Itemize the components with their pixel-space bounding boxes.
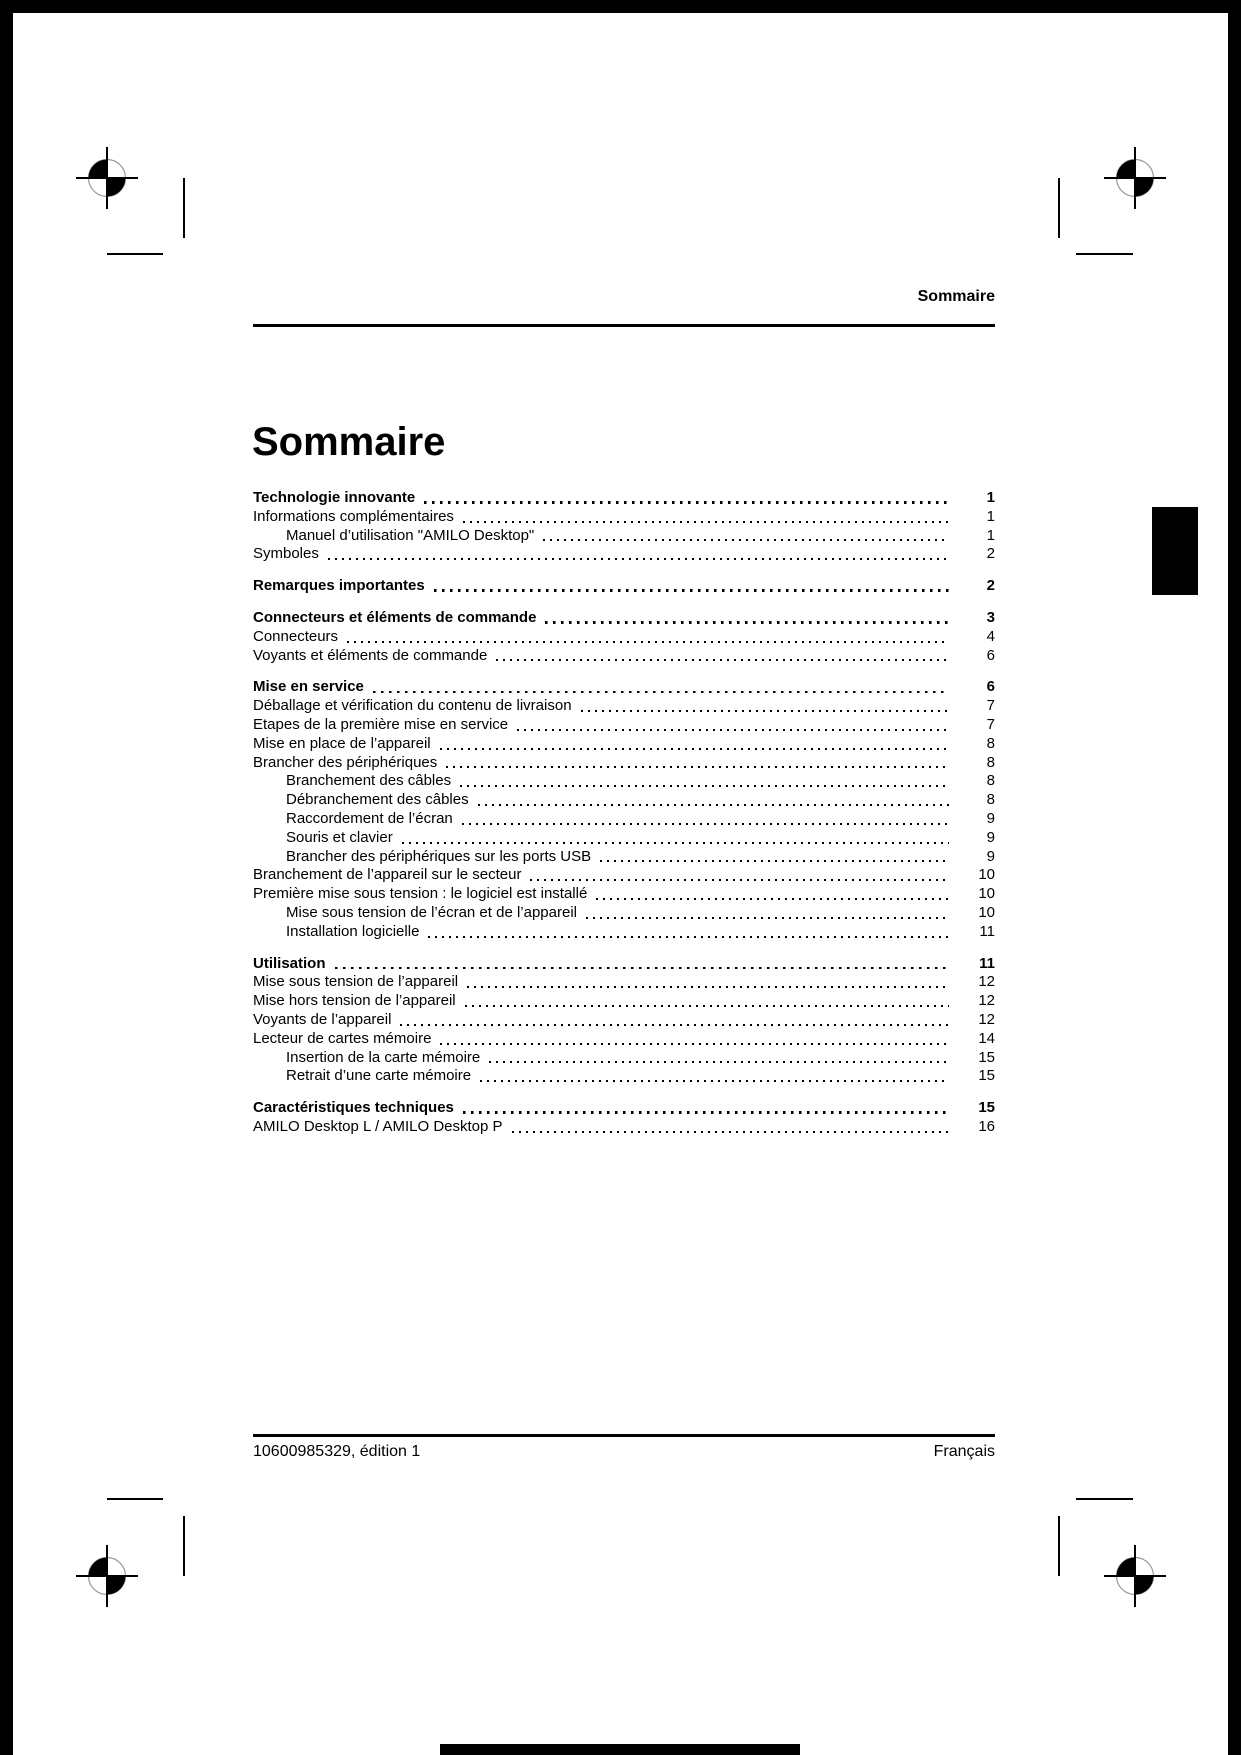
toc-page-number: 2 — [986, 577, 995, 595]
toc-leader-dots — [545, 621, 949, 624]
toc-page-number: 10 — [978, 885, 995, 903]
toc-entry-label: Insertion de la carte mémoire — [286, 1048, 481, 1066]
toc-page-number: 12 — [978, 992, 995, 1010]
crop-tick — [107, 1498, 163, 1500]
toc-page-number: 8 — [986, 791, 995, 809]
toc-entry — [253, 829, 995, 848]
toc-leader-dots — [465, 1005, 949, 1007]
toc-page-number: 2 — [986, 545, 995, 563]
toc-leader-dots — [480, 1080, 949, 1082]
toc-page-number: 9 — [986, 847, 995, 865]
toc-leader-dots — [581, 710, 949, 712]
footer-rule — [253, 1434, 995, 1437]
toc-leader-dots — [335, 967, 949, 970]
toc-leader-dots — [373, 691, 949, 694]
toc-leader-dots — [347, 641, 949, 643]
toc-entry — [253, 577, 995, 596]
crop-border-left — [0, 0, 13, 1755]
footer-language: Français — [933, 1443, 995, 1460]
page-title: Sommaire — [252, 420, 446, 464]
toc-leader-dots — [328, 558, 949, 560]
registration-mark-icon — [57, 1526, 157, 1626]
toc-entry — [253, 992, 995, 1011]
toc-entry-label: Technologie innovante — [253, 489, 416, 506]
toc-entry — [253, 489, 995, 508]
toc-entry-label: Souris et clavier — [286, 828, 393, 846]
toc-page-number: 15 — [978, 1048, 995, 1066]
toc-entry-label: AMILO Desktop L / AMILO Desktop P — [253, 1117, 503, 1135]
toc-page-number: 15 — [978, 1099, 995, 1117]
toc-page-number: 4 — [986, 627, 995, 645]
toc-entry-label: Manuel d’utilisation "AMILO Desktop" — [286, 526, 535, 544]
toc-entry-label: Caractéristiques techniques — [253, 1099, 454, 1117]
toc-entry — [253, 848, 995, 867]
toc-entry-label: Raccordement de l’écran — [286, 809, 453, 827]
toc-entry — [253, 973, 995, 992]
toc-leader-dots — [440, 1043, 949, 1045]
toc-entry — [253, 545, 995, 564]
crop-tick — [1076, 253, 1133, 255]
registration-mark-icon — [1085, 1526, 1185, 1626]
toc-entry — [253, 716, 995, 735]
header-rule — [253, 324, 995, 327]
toc-entry — [253, 697, 995, 716]
toc-leader-dots — [400, 1024, 949, 1026]
toc-entry-label: Informations complémentaires — [253, 507, 454, 525]
crop-tick — [107, 253, 163, 255]
toc-entry — [253, 508, 995, 527]
toc-page-number: 12 — [978, 1010, 995, 1028]
toc-page-number: 11 — [979, 954, 995, 972]
toc-page-number: 15 — [978, 1067, 995, 1085]
toc-leader-dots — [440, 748, 949, 750]
crop-tick — [1058, 178, 1060, 238]
toc-page-number: 10 — [978, 866, 995, 884]
toc-leader-dots — [446, 766, 949, 768]
toc-entry — [253, 810, 995, 829]
toc-page-number: 7 — [986, 715, 995, 733]
toc-entry — [253, 1067, 995, 1086]
toc-page-number: 1 — [986, 526, 995, 544]
toc-entry-label: Symboles — [253, 545, 319, 563]
toc-page-number: 9 — [986, 809, 995, 827]
toc-entry — [253, 1049, 995, 1068]
toc-entry — [253, 647, 995, 666]
toc-entry — [253, 955, 995, 974]
toc-entry — [253, 923, 995, 942]
toc-page-number: 8 — [986, 734, 995, 752]
toc-page-number: 14 — [978, 1029, 995, 1047]
crop-border-right — [1228, 0, 1241, 1755]
footer-doc-id: 10600985329, édition 1 — [253, 1443, 421, 1460]
toc-entry — [253, 527, 995, 546]
toc-page-number: 3 — [986, 608, 995, 626]
toc-leader-dots — [434, 589, 949, 592]
toc-page-number: 1 — [986, 507, 995, 525]
toc-entry-label: Mise sous tension de l’appareil — [253, 973, 459, 991]
toc-entry-label: Débranchement des câbles — [286, 791, 469, 809]
toc-leader-dots — [543, 539, 949, 541]
toc-entry-label: Voyants de l’appareil — [253, 1010, 392, 1028]
toc-page-number: 10 — [978, 903, 995, 921]
toc-entry — [253, 754, 995, 773]
toc-leader-dots — [512, 1131, 949, 1133]
toc-leader-dots — [596, 898, 949, 900]
toc-page-number: 16 — [978, 1117, 995, 1135]
toc-leader-dots — [600, 860, 949, 862]
toc-page-number: 8 — [986, 772, 995, 790]
toc-leader-dots — [586, 917, 949, 919]
toc-entry-label: Utilisation — [253, 954, 326, 972]
registration-mark-icon — [57, 128, 157, 228]
toc-entry-label: Retrait d’une carte mémoire — [286, 1067, 472, 1085]
toc-entry — [253, 866, 995, 885]
toc-leader-dots — [489, 1061, 949, 1063]
toc-entry-label: Brancher des périphériques sur les ports USB — [286, 847, 592, 865]
toc-entry — [253, 791, 995, 810]
toc-page-number: 7 — [986, 697, 995, 715]
toc-leader-dots — [467, 986, 949, 988]
toc-entry-label: Remarques importantes — [253, 577, 425, 595]
toc-entry-label: Première mise sous tension : le logiciel est installé — [253, 885, 588, 903]
toc-leader-dots — [402, 842, 949, 844]
toc-entry — [253, 609, 995, 628]
toc-entry-label: Lecteur de cartes mémoire — [253, 1029, 432, 1047]
toc-entry — [253, 628, 995, 647]
toc-leader-dots — [530, 879, 949, 881]
crop-tick — [1076, 1498, 1133, 1500]
toc-entry-label: Branchement des câbles — [286, 772, 452, 790]
toc-entry-label: Mise hors tension de l’appareil — [253, 992, 456, 1010]
toc-page-number: 9 — [986, 828, 995, 846]
toc-page-number: 12 — [978, 973, 995, 991]
toc-leader-dots — [463, 521, 949, 523]
toc-entry — [253, 735, 995, 754]
toc-entry-label: Brancher des périphériques — [253, 753, 438, 771]
toc-entry-label: Mise en place de l’appareil — [253, 734, 431, 752]
toc-leader-dots — [462, 823, 949, 825]
toc-entry — [253, 885, 995, 904]
crop-tick — [183, 1516, 185, 1576]
toc-entry-label: Installation logicielle — [286, 922, 420, 940]
toc-page-number: 6 — [986, 646, 995, 664]
toc-page-number: 11 — [979, 922, 995, 940]
toc-entry-label: Déballage et vérification du contenu de livraison — [253, 697, 572, 715]
toc-leader-dots — [428, 936, 949, 938]
toc-leader-dots — [463, 1111, 949, 1114]
registration-mark-icon — [1085, 128, 1185, 228]
toc-entry — [253, 1099, 995, 1118]
toc-entry-label: Branchement de l’appareil sur le secteur — [253, 866, 522, 884]
toc-entry — [253, 678, 995, 697]
toc-entry-label: Etapes de la première mise en service — [253, 715, 509, 733]
running-header: Sommaire — [917, 288, 995, 305]
toc-entry — [253, 1011, 995, 1030]
toc-entry — [253, 1030, 995, 1049]
toc-page-number: 6 — [986, 678, 995, 696]
toc-leader-dots — [496, 659, 949, 661]
toc-entry-label: Mise sous tension de l’écran et de l’appareil — [286, 903, 577, 921]
crop-border-bottom — [440, 1744, 800, 1755]
toc-leader-dots — [460, 785, 949, 787]
crop-border-top — [0, 0, 1241, 13]
toc-entry — [253, 1118, 995, 1137]
toc-page-number: 1 — [986, 489, 995, 506]
toc-entry-label: Mise en service — [253, 678, 364, 696]
toc-entry-label: Voyants et éléments de commande — [253, 646, 488, 664]
section-thumb-tab — [1152, 507, 1198, 595]
toc-entry-label: Connecteurs — [253, 627, 339, 645]
toc-entry — [253, 904, 995, 923]
crop-tick — [1058, 1516, 1060, 1576]
toc-entry-label: Connecteurs et éléments de commande — [253, 608, 537, 626]
toc-leader-dots — [424, 501, 949, 504]
toc-page-number: 8 — [986, 753, 995, 771]
toc-leader-dots — [517, 729, 949, 731]
table-of-contents — [253, 489, 995, 1137]
toc-entry — [253, 772, 995, 791]
crop-tick — [183, 178, 185, 238]
toc-leader-dots — [478, 804, 949, 806]
